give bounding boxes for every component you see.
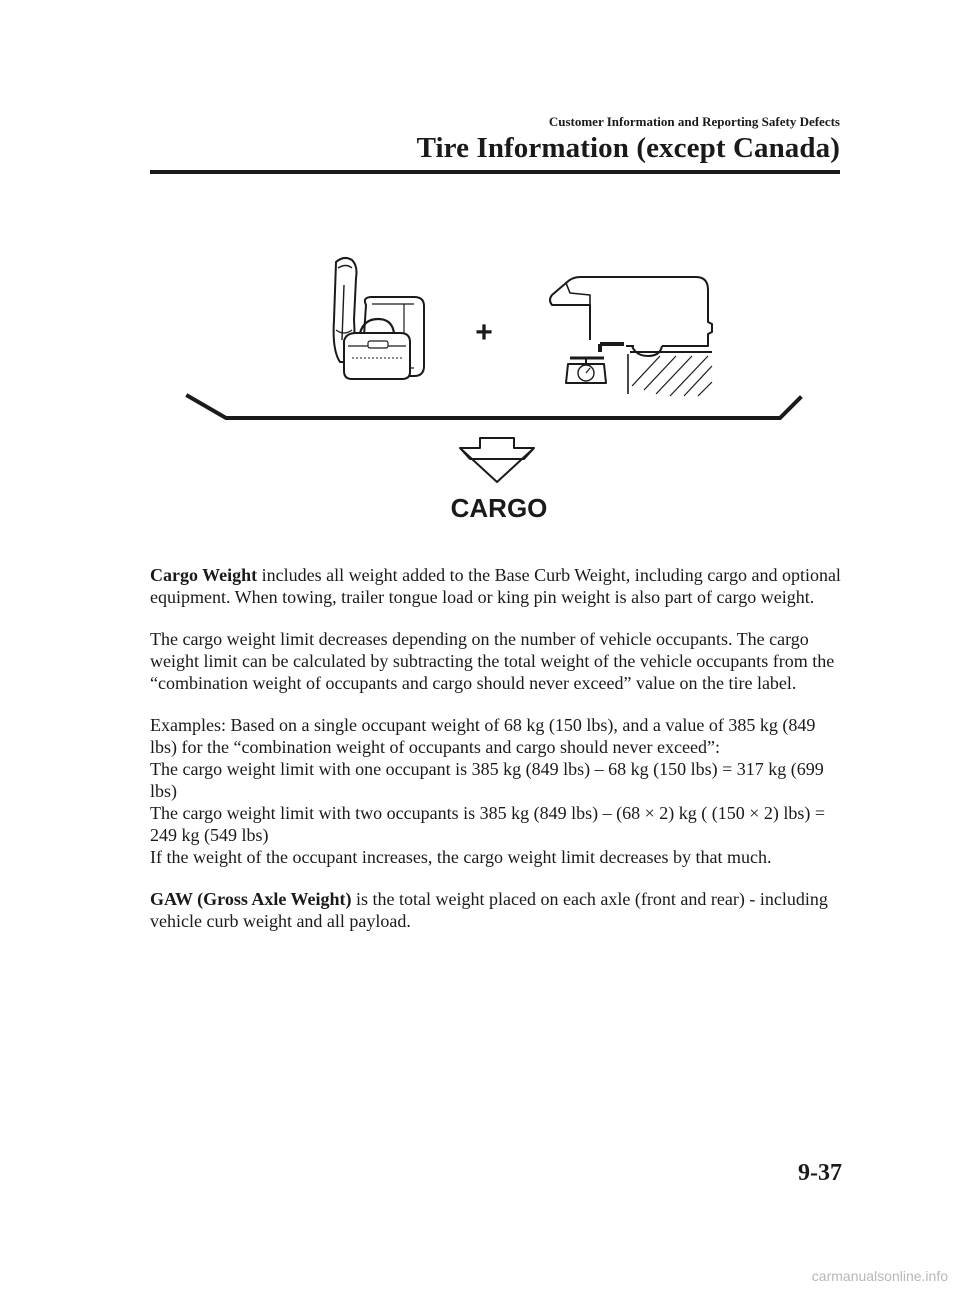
paragraph-text: includes all weight added to the Base Curb Weight, including cargo and optional equipment. When towing, trailer tongue load or king pin weight is also part of cargo weight. [150, 565, 841, 607]
cargo-illustration [0, 0, 960, 540]
example-line: Examples: Based on a single occupant weight of 68 kg (150 lbs), and a value of 385 kg (849 lbs) for the “combination weight of occupants and cargo should never exceed”: [150, 715, 816, 757]
paragraph-cargo-limit: The cargo weight limit decreases depending on the number of vehicle occupants. The cargo weight limit can be calculated by subtracting the total weight of the vehicle occupants from the “combination weight of occupants and cargo should never exceed” value on the tire label. [150, 629, 835, 693]
page-number: 9-37 [798, 1160, 842, 1186]
paragraph-gaw [150, 888, 845, 932]
paragraph-cargo-weight [150, 564, 845, 608]
watermark: carmanualsonline.info [811, 1268, 948, 1284]
cargo-label: CARGO [450, 493, 548, 523]
body-text [150, 564, 845, 952]
example-line: The cargo weight limit with two occupants is 385 kg (849 lbs) – (68 × 2) kg ( (150 × 2) lbs) = 249 kg (549 lbs) [150, 803, 826, 845]
page-title: Tire Information (except Canada) [416, 132, 840, 164]
sum-bracket [188, 396, 800, 418]
scale-icon [566, 358, 606, 383]
paragraph-text: is the total weight placed on each axle (front and rear) - including vehicle curb weight and all payload. [150, 889, 828, 931]
example-line: The cargo weight limit with one occupant is 385 kg (849 lbs) – 68 kg (150 lbs) = 317 kg (699 lbs) [150, 759, 824, 801]
down-arrow-icon [460, 438, 534, 459]
term-cargo-weight: Cargo Weight [150, 565, 258, 585]
paragraph-examples [150, 714, 845, 868]
luggage-icon [334, 258, 424, 379]
section-header: Customer Information and Reporting Safety Defects [548, 114, 840, 129]
example-line: If the weight of the occupant increases, the cargo weight limit decreases by that much. [150, 847, 772, 867]
plus-sign: + [475, 316, 493, 349]
term-gaw: GAW (Gross Axle Weight) [150, 889, 352, 909]
